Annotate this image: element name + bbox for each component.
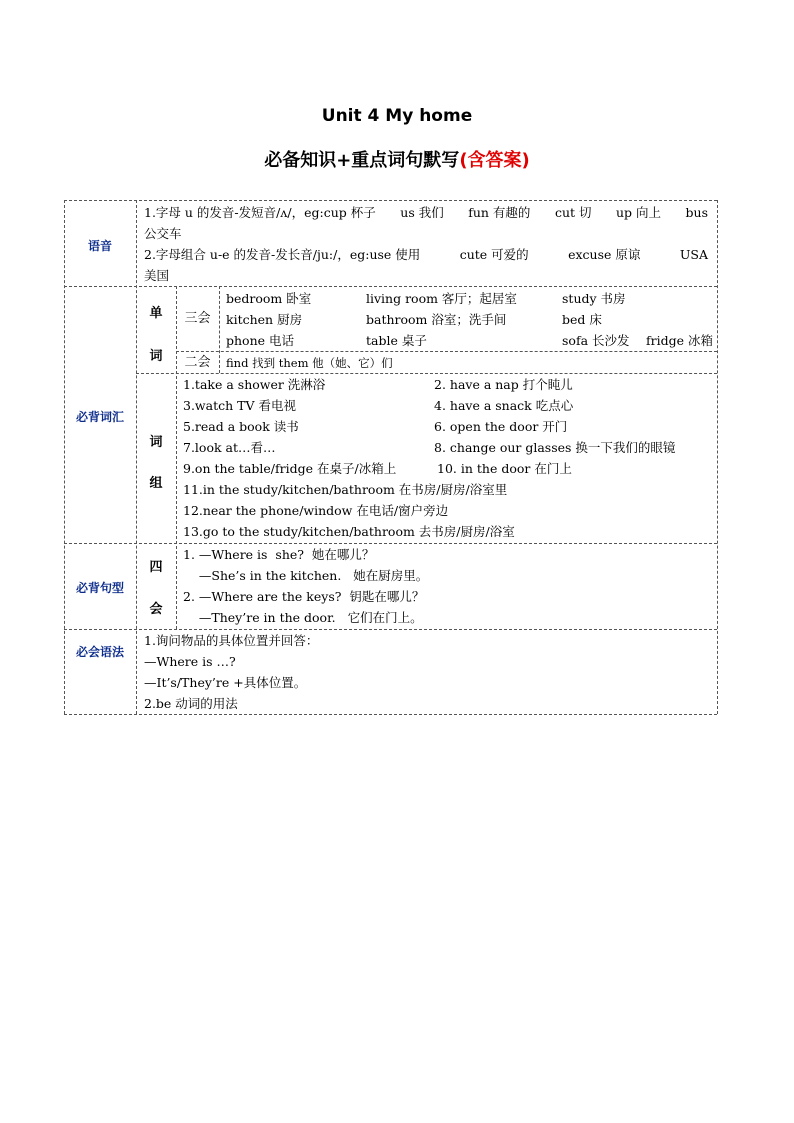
category-pronunciation: 语音 bbox=[87, 239, 112, 253]
sentence-line: —They’re in the door. 它们在门上。 bbox=[183, 610, 423, 625]
pron-l1-item: us 我们 bbox=[400, 205, 444, 220]
grammar-line: 2.be 动词的用法 bbox=[144, 696, 238, 711]
pron-l1-item: bus bbox=[685, 205, 708, 220]
sanhui-word: phone 电话 bbox=[226, 333, 294, 348]
phrase-item: 7.look at…看… bbox=[183, 440, 276, 455]
sanhui-word: bedroom 卧室 bbox=[226, 291, 312, 306]
phrase-item: 6. open the door 开门 bbox=[434, 419, 568, 434]
phrase-item: 3.watch TV 看电视 bbox=[183, 398, 296, 413]
sanhui-word: bed 床 bbox=[562, 312, 602, 327]
words-label-2: 词 bbox=[149, 349, 163, 364]
sanhui-word: sofa 长沙发 bbox=[562, 333, 630, 348]
grammar-line: —Where is …? bbox=[144, 654, 236, 669]
pronunciation-line-1-cont: 公交车 bbox=[144, 226, 182, 241]
words-label-1: 单 bbox=[149, 306, 163, 321]
sentences-label-2: 会 bbox=[149, 602, 163, 617]
sentence-line: 2. —Where are the keys? 钥匙在哪儿？ bbox=[183, 589, 425, 604]
sanhui-word: fridge 冰箱 bbox=[646, 333, 713, 348]
pronunciation-line-1 bbox=[144, 205, 708, 221]
phrase-item: 12.near the phone/window 在电话/窗户旁边 bbox=[183, 503, 449, 518]
sentences-label-1: 四 bbox=[149, 560, 163, 575]
sanhui-label: 三会 bbox=[184, 311, 211, 326]
pronunciation-line-2-cont: 美国 bbox=[144, 268, 170, 283]
pron-l2-item: cute 可爱的 bbox=[459, 247, 529, 262]
phrase-item: 5.read a book 读书 bbox=[183, 419, 299, 434]
sanhui-word: bathroom 浴室；洗手间 bbox=[366, 312, 507, 327]
pron-l1-item: 1.字母 u 的发音-发短音/ʌ/，eg:cup 杯子 bbox=[144, 205, 376, 220]
phrase-item: 1.take a shower 洗淋浴 bbox=[183, 377, 326, 392]
pron-l2-item: USA bbox=[679, 247, 708, 262]
phrase-item: 9.on the table/fridge 在桌子/冰箱上 bbox=[183, 461, 397, 476]
page-subtitle bbox=[0, 146, 794, 172]
erhui-label: 二会 bbox=[184, 355, 211, 370]
erhui-words: find 找到 them 他（她、它）们 bbox=[226, 356, 393, 370]
subtitle-main: 必备知识+重点词句默写 bbox=[264, 150, 460, 171]
phrases-label-1: 词 bbox=[149, 435, 163, 450]
sentence-line: 1. —Where is she? 她在哪儿？ bbox=[183, 547, 375, 562]
grammar-line: —It’s/They’re +具体位置。 bbox=[144, 675, 307, 690]
pronunciation-line-2 bbox=[144, 247, 708, 263]
sanhui-word: study 书房 bbox=[562, 291, 626, 306]
sanhui-word: living room 客厅；起居室 bbox=[366, 291, 517, 306]
pron-l1-item: cut 切 bbox=[554, 205, 592, 220]
category-sentences: 必背句型 bbox=[75, 581, 124, 595]
phrase-item: 2. have a nap 打个盹儿 bbox=[434, 377, 573, 392]
category-vocabulary: 必背词汇 bbox=[75, 410, 124, 424]
sanhui-word: kitchen 厨房 bbox=[226, 312, 303, 327]
pron-l1-item: up 向上 bbox=[616, 205, 662, 220]
phrase-item: 13.go to the study/kitchen/bathroom 去书房/厨房/浴室 bbox=[183, 524, 515, 539]
subtitle-answer-note: (含答案) bbox=[459, 150, 530, 171]
page-title: Unit 4 My home bbox=[321, 106, 473, 126]
phrase-item: 11.in the study/kitchen/bathroom 在书房/厨房/浴室里 bbox=[183, 482, 508, 497]
phrases-label-2: 组 bbox=[149, 476, 163, 491]
phrase-item: 4. have a snack 吃点心 bbox=[434, 398, 574, 413]
pron-l2-item: excuse 原谅 bbox=[568, 247, 641, 262]
sentence-line: —She’s in the kitchen. 她在厨房里。 bbox=[183, 568, 429, 583]
sanhui-word: table 桌子 bbox=[366, 333, 427, 348]
pron-l1-item: fun 有趣的 bbox=[468, 205, 531, 220]
pron-l2-item: 2.字母组合 u-e 的发音-发长音/ju:/，eg:use 使用 bbox=[144, 247, 421, 262]
category-grammar: 必会语法 bbox=[75, 645, 124, 659]
phrase-item: 8. change our glasses 换一下我们的眼镜 bbox=[434, 440, 676, 455]
phrase-item: 10. in the door 在门上 bbox=[437, 461, 572, 476]
grammar-line: 1.询问物品的具体位置并回答： bbox=[144, 633, 319, 648]
